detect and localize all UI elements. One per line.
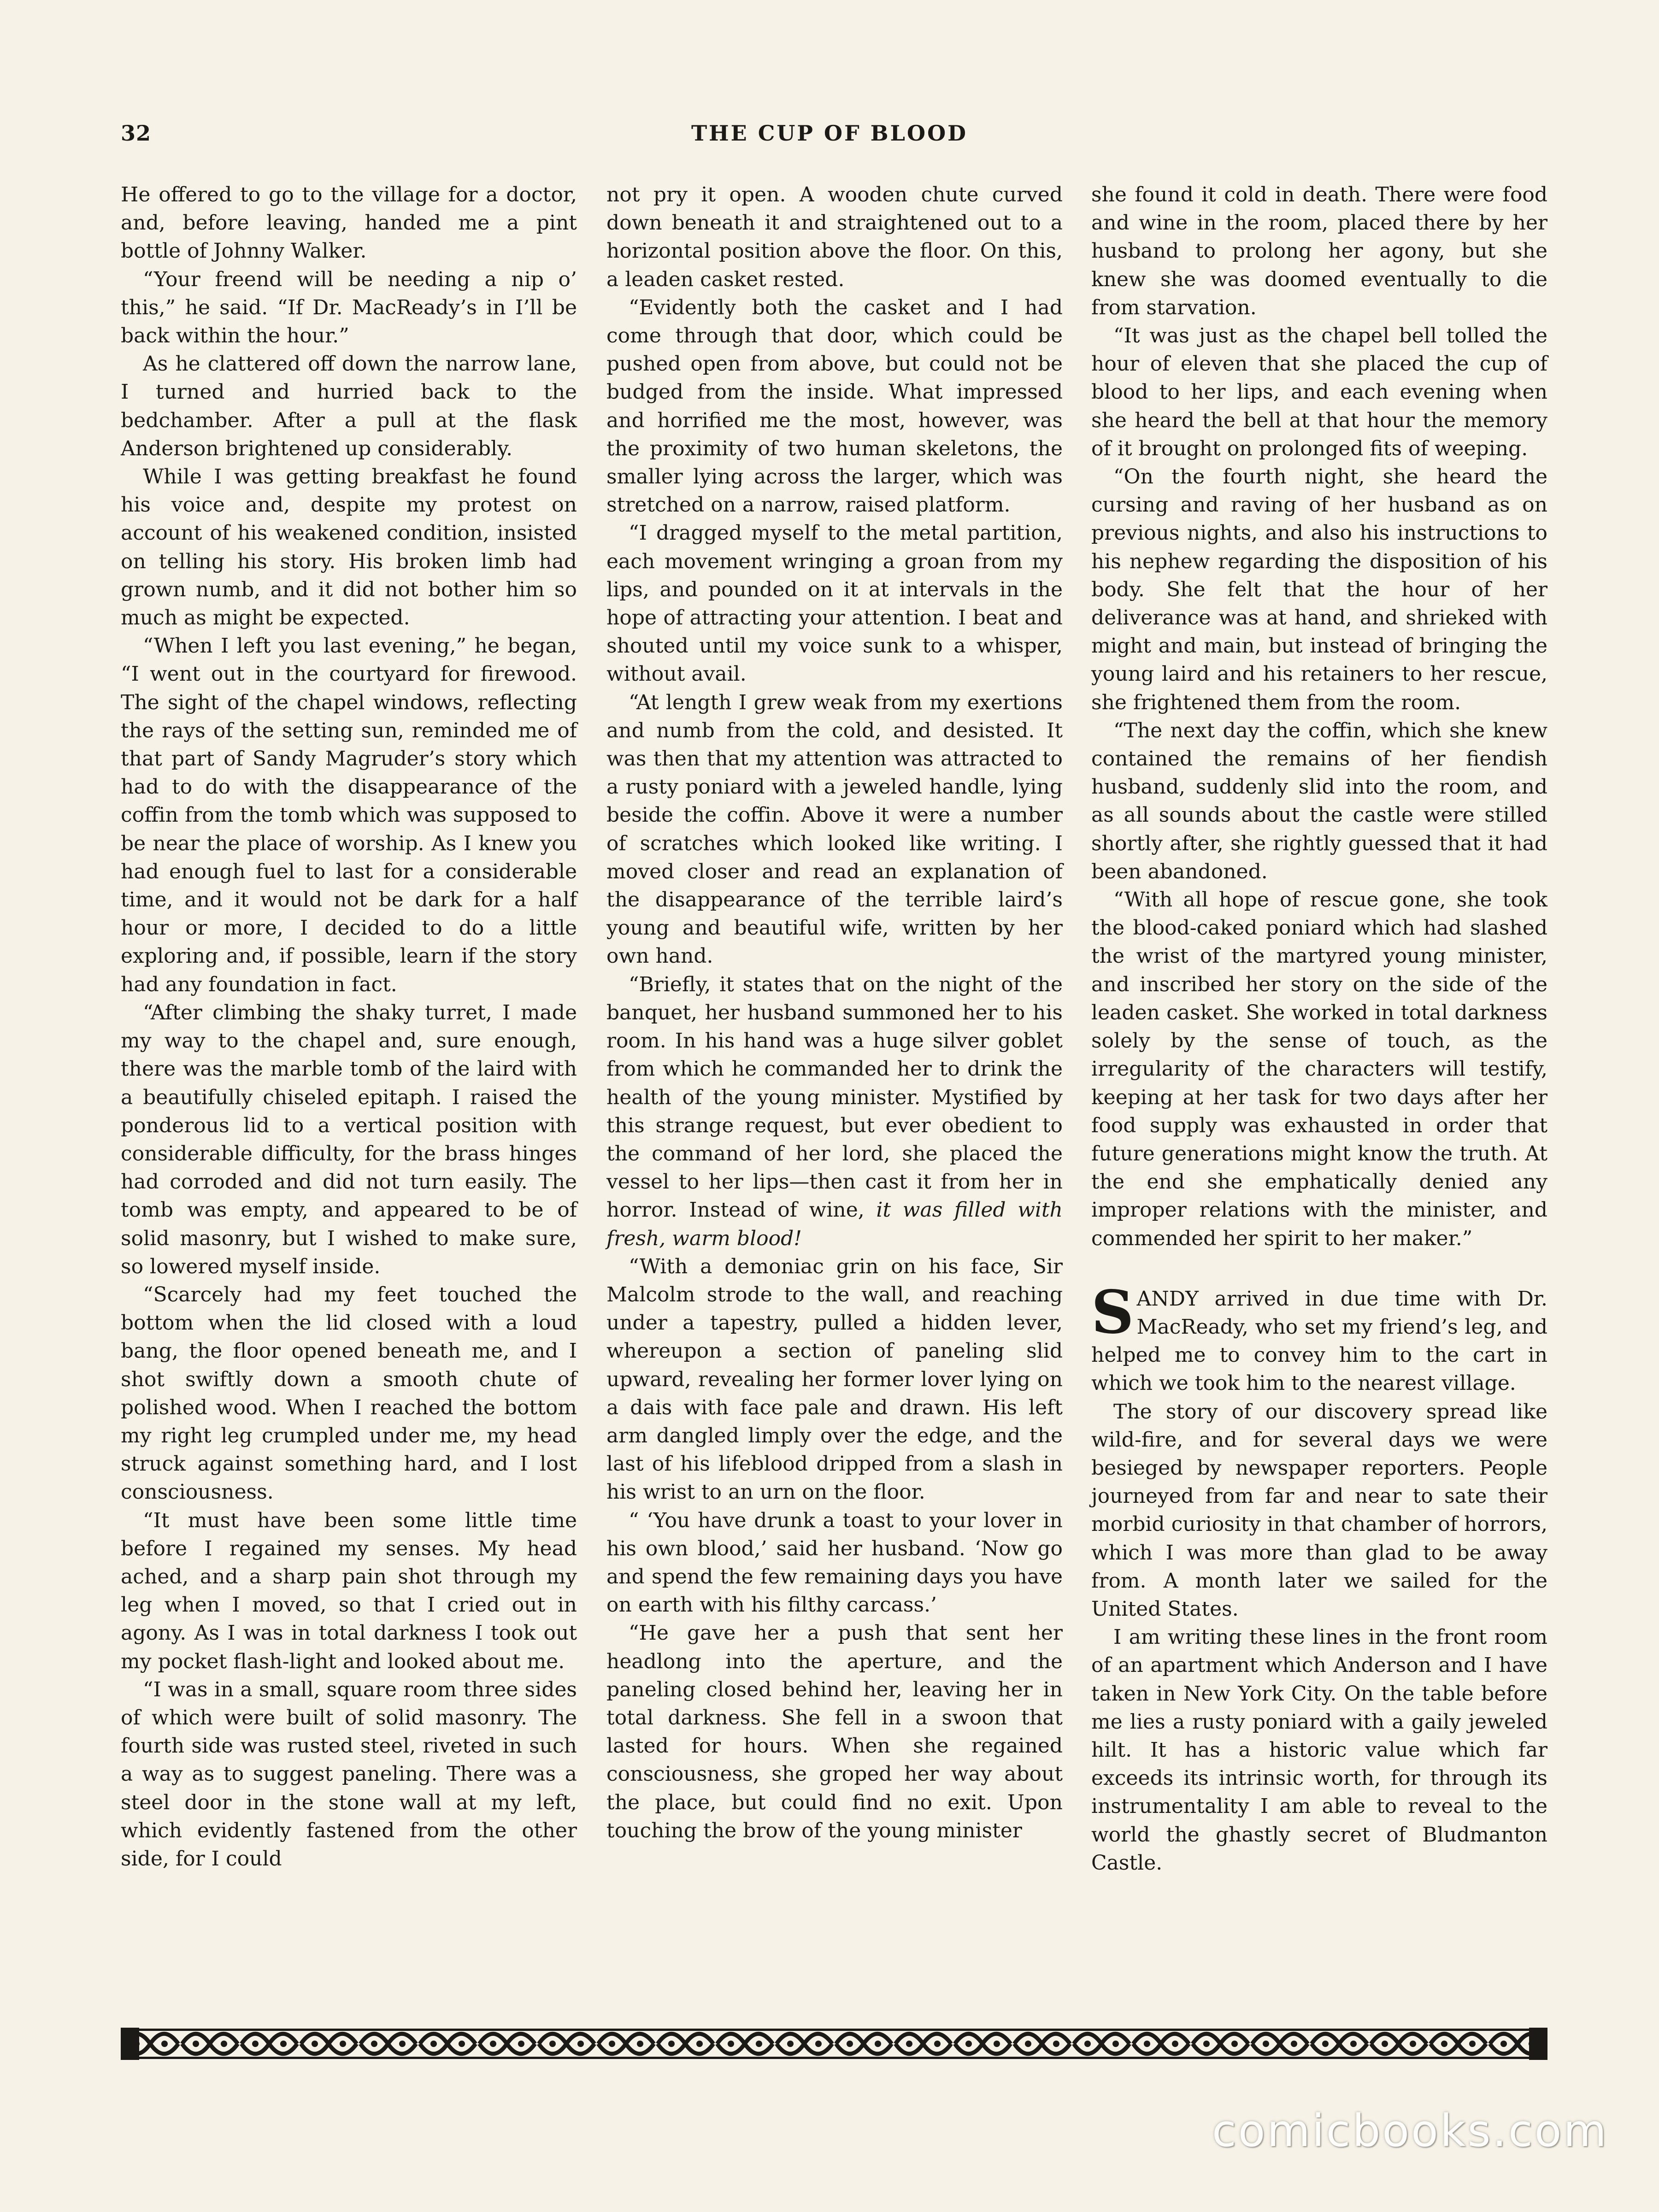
paragraph: “ ‘You have drunk a toast to your lover in his own blood,’ said her husband. ‘Now go and spend the few remaining days you have on earth with his filthy carcass.’: [606, 1508, 1063, 1617]
text-column-3: [1091, 181, 1547, 1877]
running-title: THE CUP OF BLOOD: [691, 121, 968, 146]
decorative-border-ornament: [121, 2028, 1547, 2060]
paragraph: “With a demoniac grin on his face, Sir Malcolm strode to the wall, and reaching under a tapestry, pulled a hidden lever, whereupon a section of paneling slid upward, revealing her former lover lying on a dais with face pale and drawn. His left arm dangled limply over the edge, and the last of his lifeblood dripped from a slash in his wrist to an urn on the floor.: [606, 1254, 1063, 1504]
paragraph: “He gave her a push that sent her headlong into the aperture, and the paneling closed behind her, leaving her in total darkness. She fell in a swoon that lasted for hours. When she regained consciousness, she groped her way about the place, but could find no exit. Upon touching the brow of the young minister: [606, 1621, 1063, 1842]
paragraph: she found it cold in death. There were food and wine in the room, placed there by her husband to prolong her agony, but she knew she was doomed eventually to die from starvation.: [1091, 183, 1547, 319]
text-column-2: [606, 181, 1063, 1845]
paragraph: “It was just as the chapel bell tolled the hour of eleven that she placed the cup of blood to her lips, and each evening when she heard the bell at that hour the memory of it brought on prolonged fits of weeping.: [1091, 324, 1547, 460]
paragraph-text: “Briefly, it states that on the night of the banquet, her husband summoned her to his room. In his hand was a huge silver goblet from which he commanded her to drink the health of the young minister. Mystified by this strange request, but ever obedient to the command of her lord, she placed the vessel to her lips—then cast it from her in horror. Instead of wine,: [606, 972, 1063, 1222]
text-column-1: [121, 181, 577, 1873]
paragraph: “After climbing the shaky turret, I made my way to the chapel and, sure enough, there was the marble tomb of the laird with a beautifully chiseled epitaph. I raised the ponderous lid to a vertical position with considerable difficulty, for the brass hinges had corroded and did not turn easily. The tomb was empty, and appeared to be of solid masonry, but I wished to make sure, so lowered myself inside.: [121, 1000, 577, 1278]
paragraph: “I was in a small, square room three sides of which were built of solid masonry. The fourth side was rusted steel, riveted in such a way as to suggest paneling. There was a steel door in the stone wall at my left, which evidently fastened from the other side, for I could: [121, 1677, 577, 1871]
paragraph-with-italic: [606, 971, 1063, 1253]
paragraph: “On the fourth night, she heard the cursing and raving of her husband as on previous nights, and also his instructions to his nephew regarding the disposition of his body. She felt that the hour of her deliverance was at hand, and shrieked with might and main, but instead of bringing the young laird and his retainers to her rescue, she frightened them from the room.: [1091, 465, 1547, 714]
paragraph: “Evidently both the casket and I had come through that door, which could be pushed open from above, but could not be budged from the inside. What impressed and horrified me the most, however, was the proximity of two human skeletons, the smaller lying across the larger, which was stretched on a narrow, raised platform.: [606, 295, 1063, 517]
watermark: comicbooks.com: [1212, 2105, 1608, 2157]
paragraph: I am writing these lines in the front room of an apartment which Anderson and I have taken in New York City. On the table before me lies a rusty poniard with a gaily jeweled hilt. It has a historic value which far exceeds its intrinsic worth, for through its instrumentality I am able to reveal to the world the ghastly secret of Bludmanton Castle.: [1091, 1625, 1547, 1875]
paragraph: While I was getting breakfast he found his voice and, despite my protest on account of his weakened condition, insisted on telling his story. His broken limb had grown numb, and it did not bother him so much as might be expected.: [121, 465, 577, 630]
paragraph: not pry it open. A wooden chute curved down beneath it and straightened out to a horizontal position above the floor. On this, a leaden casket rested.: [606, 183, 1063, 291]
paragraph: The story of our discovery spread like wild-fire, and for several days we were besieged by newspaper reporters. People journeyed from far and near to sate their morbid curiosity in that chamber of horrors, which I was more than glad to be away from. A month later we sailed for the United States.: [1091, 1400, 1547, 1621]
paragraph: “Scarcely had my feet touched the bottom when the lid closed with a loud bang, the floor opened beneath me, and I shot swiftly down a smooth chute of polished wood. When I reached the bottom my right leg crumpled under me, my head struck against something hard, and I lost consciousness.: [121, 1282, 577, 1504]
paragraph: “It must have been some little time before I regained my senses. My head ached, and a sharp pain shot through my leg when I moved, so that I cried out in agony. As I was in total darkness I took out my pocket flash-light and looked about me.: [121, 1508, 577, 1673]
paragraph: “The next day the coffin, which she knew contained the remains of her fiendish husband, suddenly slid into the room, and as all sounds about the castle were stilled shortly after, she rightly guessed that it had been abandoned.: [1091, 718, 1547, 883]
paragraph: “At length I grew weak from my exertions and numb from the cold, and desisted. It was then that my attention was attracted to a rusty poniard with a jeweled handle, lying beside the coffin. Above it were a number of scratches which looked like writing. I moved closer and read an explanation of the disappearance of the terrible laird’s young and beautiful wife, written by her own hand.: [606, 690, 1063, 968]
paragraph: He offered to go to the village for a doctor, and, before leaving, handed me a pint bottle of Johnny Walker.: [121, 183, 577, 263]
page-number: 32: [121, 121, 152, 146]
italic-phrase: it was filled with fresh, warm blood!: [606, 1198, 1063, 1250]
drop-cap: S: [1091, 1277, 1134, 1347]
paragraph-text: ANDY arrived in due time with Dr. MacReady, who set my friend’s leg, and helped me to convey him to the cart in which we took him to the nearest village.: [1091, 1287, 1547, 1395]
section-opening-paragraph: [1091, 1277, 1547, 1398]
paragraph: As he clattered off down the narrow lane, I turned and hurried back to the bedchamber. After a pull at the flask Anderson brightened up considerably.: [121, 352, 577, 460]
paragraph: “When I left you last evening,” he began, “I went out in the courtyard for firewood. The sight of the chapel windows, reflecting the rays of the setting sun, reminded me of that part of Sandy Magruder’s story which had to do with the disappearance of the coffin from the tomb which was supposed to be near the place of worship. As I knew you had enough fuel to last for a considerable time, and it would not be dark for a half hour or more, I decided to do a little exploring and, if possible, learn if the story had any foundation in fact.: [121, 634, 577, 996]
paragraph: “Your freend will be needing a nip o’ this,” he said. “If Dr. MacReady’s in I’ll be back within the hour.”: [121, 267, 577, 348]
paragraph: “I dragged myself to the metal partition, each movement wringing a groan from my lips, and pounded on it at intervals in the hope of attracting your attention. I beat and shouted until my voice sunk to a whisper, without avail.: [606, 521, 1063, 686]
paragraph: “With all hope of rescue gone, she took the blood-caked poniard which had slashed the wrist of the martyred young minister, and inscribed her story on the side of the leaden casket. She worked in total darkness solely by the sense of touch, as the irregularity of the characters will testify, keeping at her task for two days after her food supply was exhausted in order that future generations might know the truth. At the end she emphatically denied any improper relations with the minister, and commended her spirit to her maker.”: [1091, 888, 1547, 1250]
